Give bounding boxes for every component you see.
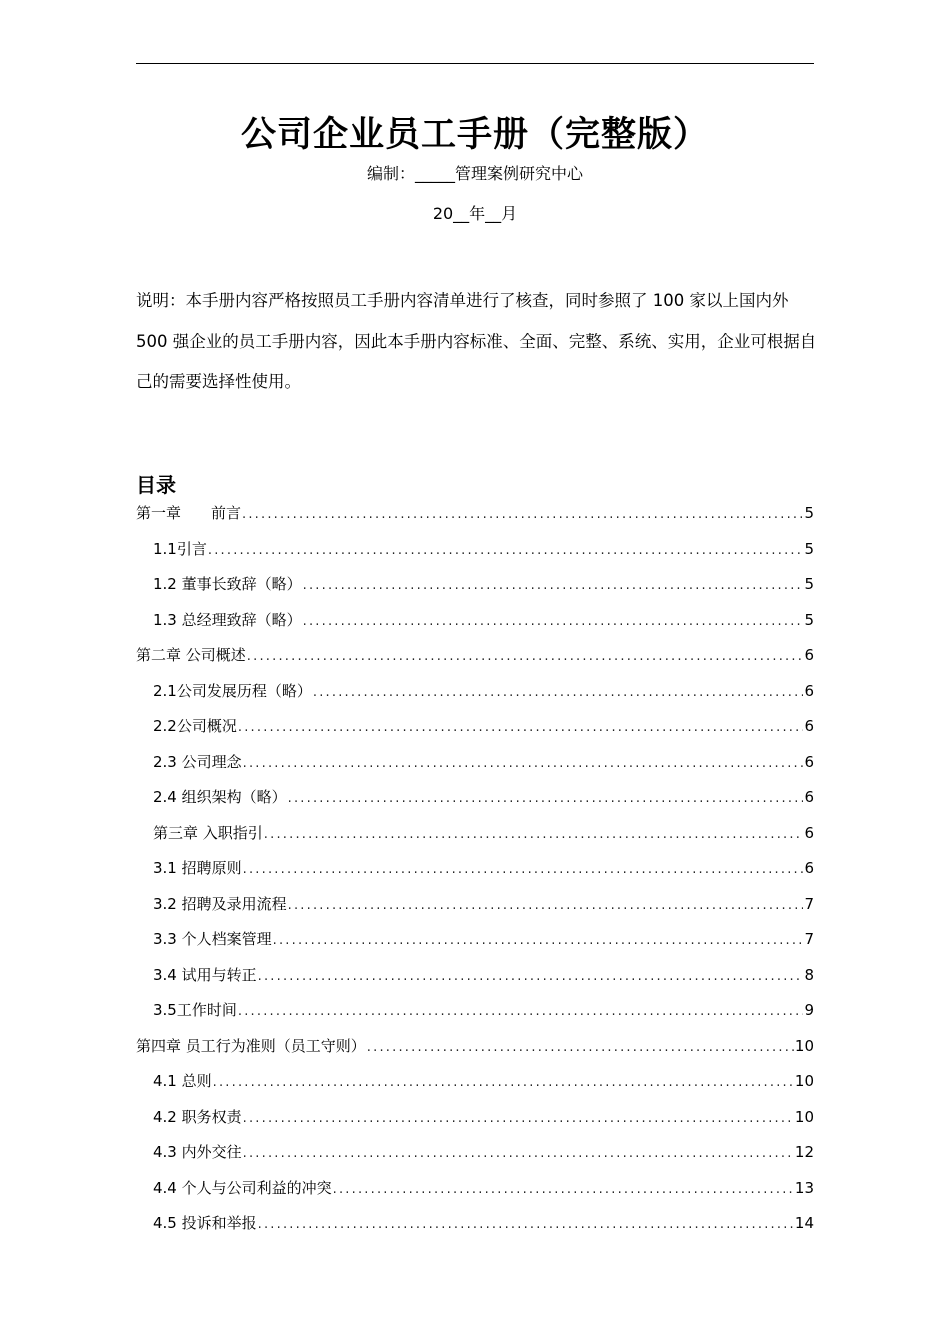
toc-leader-dots — [288, 892, 804, 920]
toc-entry[interactable] — [136, 1032, 814, 1068]
toc-entry-label: 3.1 招聘原则 — [153, 859, 242, 877]
toc-entry[interactable] — [136, 1103, 814, 1139]
toc-entry[interactable] — [136, 535, 814, 571]
toc-entry-label: 3.5工作时间 — [153, 1001, 237, 1019]
toc-entry-page-number: 14 — [794, 1214, 814, 1232]
toc-entry[interactable] — [136, 499, 814, 535]
toc-leader-dots — [303, 608, 804, 636]
toc-leader-dots — [273, 927, 804, 955]
toc-entry-page-number: 5 — [804, 539, 814, 558]
toc-leader-dots — [238, 998, 804, 1026]
toc-entry-page-number: 6 — [804, 717, 814, 735]
toc-entry-label: 4.4 个人与公司利益的冲突 — [153, 1178, 332, 1197]
toc-entry-label: 2.1公司发展历程（略） — [153, 681, 312, 700]
toc-leader-dots — [243, 750, 804, 778]
toc-entry-label: 2.4 组织架构（略） — [153, 788, 287, 806]
toc-entry[interactable] — [136, 783, 814, 819]
toc-leader-dots — [242, 501, 803, 529]
toc-leader-dots — [333, 1176, 794, 1204]
toc-entry-label: 第二章 公司概述 — [136, 646, 246, 664]
toc-leader-dots — [264, 821, 804, 849]
toc-entry-label: 4.1 总则 — [153, 1072, 212, 1090]
toc-entry-page-number: 5 — [804, 610, 814, 629]
toc-leader-dots — [243, 856, 804, 884]
toc-entry-label: 第四章 员工行为准则（员工守则） — [136, 1036, 366, 1055]
toc-entry-page-number: 12 — [794, 1143, 814, 1161]
toc-entry-page-number: 6 — [804, 681, 814, 700]
toc-entry-label: 2.3 公司理念 — [153, 752, 242, 771]
document-date: 20__年__月 — [432, 204, 518, 223]
toc-entry-page-number: 6 — [804, 646, 814, 664]
toc-entry-page-number: 10 — [794, 1036, 814, 1055]
toc-leader-dots — [258, 963, 804, 991]
toc-entry-label: 3.3 个人档案管理 — [153, 930, 272, 948]
toc-entry[interactable] — [136, 641, 814, 677]
toc-leader-dots — [258, 1211, 794, 1239]
toc-entry-page-number: 10 — [794, 1072, 814, 1090]
toc-entry-label: 3.2 招聘及录用流程 — [153, 894, 287, 913]
toc-entry[interactable] — [136, 854, 814, 890]
toc-leader-dots — [247, 643, 804, 671]
toc-leader-dots — [213, 1069, 794, 1097]
toc-entry[interactable] — [136, 890, 814, 926]
toc-entry-page-number: 7 — [804, 894, 814, 913]
toc-entry-page-number: 10 — [794, 1107, 814, 1126]
toc-leader-dots — [313, 679, 804, 707]
toc-entry[interactable] — [136, 712, 814, 748]
toc-entry[interactable] — [136, 677, 814, 713]
toc-entry[interactable] — [136, 961, 814, 997]
toc-leader-dots — [243, 1140, 794, 1168]
toc-entry-label: 2.2公司概况 — [153, 717, 237, 735]
toc-entry-label: 3.4 试用与转正 — [153, 965, 257, 984]
toc-entry[interactable] — [136, 1067, 814, 1103]
toc-entry-page-number: 6 — [804, 788, 814, 806]
toc-entry-label: 1.1引言 — [153, 539, 207, 558]
toc-entry-page-number: 5 — [804, 575, 814, 593]
toc-entry[interactable] — [136, 925, 814, 961]
toc-entry-page-number: 8 — [804, 965, 814, 984]
toc-leader-dots — [303, 572, 804, 600]
toc-entry-label: 4.3 内外交往 — [153, 1143, 242, 1161]
document-title: 公司企业员工手册（完整版） — [240, 115, 709, 155]
toc-entry-page-number: 9 — [804, 1001, 814, 1019]
toc-entry-label: 第三章 入职指引 — [153, 823, 263, 842]
toc-entry-page-number: 6 — [804, 752, 814, 771]
header-rule — [136, 63, 814, 64]
document-note: 说明：本手册内容严格按照员工手册内容清单进行了核查，同时参照了 100 家以上国内外 500 强企业的员工手册内容，因此本手册内容标准、全面、完整、系统、实用，企业可根据自己的需要选择性使用。 — [136, 291, 817, 391]
toc-entry-page-number: 13 — [794, 1178, 814, 1197]
toc-entry-label: 1.3 总经理致辞（略） — [153, 610, 302, 629]
toc-entry-page-number: 7 — [804, 930, 814, 948]
toc-entry-page-number: 6 — [804, 859, 814, 877]
toc-entry[interactable] — [136, 1174, 814, 1210]
toc-leader-dots — [238, 714, 804, 742]
toc-leader-dots — [243, 1105, 794, 1133]
toc-entry[interactable] — [136, 606, 814, 642]
table-of-contents — [136, 499, 814, 1245]
toc-entry-label: 4.5 投诉和举报 — [153, 1214, 257, 1232]
toc-leader-dots — [288, 785, 804, 813]
toc-entry-page-number: 5 — [804, 504, 814, 522]
toc-leader-dots — [367, 1034, 794, 1062]
toc-entry[interactable] — [136, 570, 814, 606]
toc-entry-page-number: 6 — [804, 823, 814, 842]
toc-entry[interactable] — [136, 748, 814, 784]
toc-leader-dots — [208, 537, 804, 565]
toc-entry[interactable] — [136, 1138, 814, 1174]
document-editor-line: 编制：_____管理案例研究中心 — [366, 164, 583, 183]
toc-entry-label: 4.2 职务权责 — [153, 1107, 242, 1126]
toc-entry-label: 1.2 董事长致辞（略） — [153, 575, 302, 593]
toc-entry-label: 第一章 前言 — [136, 504, 242, 522]
toc-entry[interactable] — [136, 1209, 814, 1245]
toc-entry[interactable] — [136, 819, 814, 855]
toc-entry[interactable] — [136, 996, 814, 1032]
toc-heading: 目录 — [136, 473, 176, 497]
